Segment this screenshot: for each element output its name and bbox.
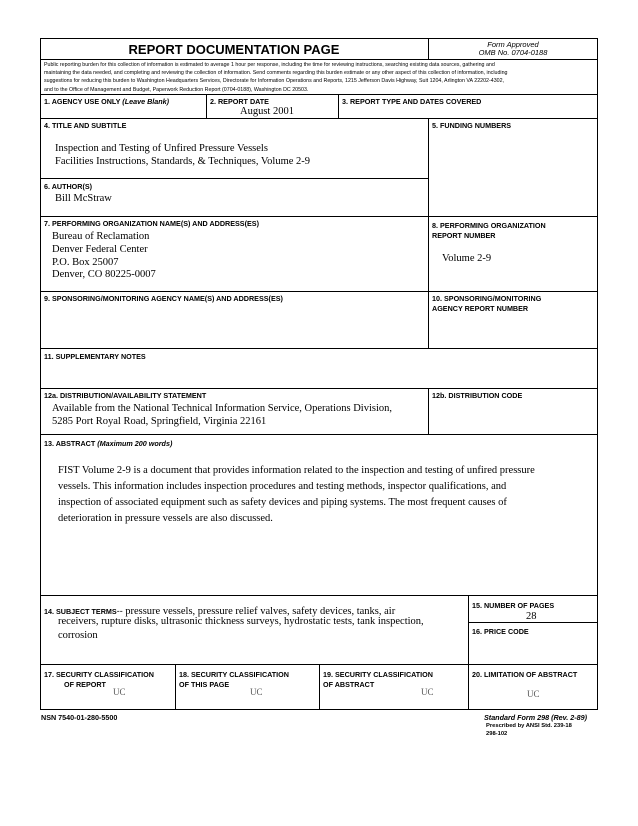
form-code: 298-102 xyxy=(486,731,508,737)
title-label: 4. TITLE AND SUBTITLE xyxy=(44,121,127,130)
distribution-line2: 5285 Port Royal Road, Springfield, Virginia 22161 xyxy=(52,416,267,427)
rule xyxy=(40,348,598,349)
subject-terms-line2: receivers, rupture disks, ultrasonic thickness surveys, hydrostatic tests, tank inspection, xyxy=(58,616,424,627)
report-date-value: August 2001 xyxy=(240,106,294,117)
rule xyxy=(40,94,598,95)
divider xyxy=(319,664,320,710)
performing-report-value: Volume 2-9 xyxy=(442,253,492,264)
title-line2: Facilities Instructions, Standards, & Techniques, Volume 2-9 xyxy=(55,156,311,167)
author-label: 6. AUTHOR(S) xyxy=(44,182,93,191)
rule xyxy=(40,595,598,596)
security-report-label-2: OF REPORT xyxy=(64,680,106,689)
supplementary-label: 11. SUPPLEMENTARY NOTES xyxy=(44,352,146,361)
performing-org-label: 7. PERFORMING ORGANIZATION NAME(S) AND ADDRESS(ES) xyxy=(44,219,259,228)
security-abstract-label-2: OF ABSTRACT xyxy=(323,680,375,689)
abstract-text xyxy=(58,463,535,527)
nsn-number: NSN 7540-01-280-5500 xyxy=(41,713,118,722)
abstract-line: FIST Volume 2-9 is a document that provides information related to the inspection and testing of unfired pressure xyxy=(58,465,535,476)
org-line: Denver Federal Center xyxy=(52,244,148,255)
distribution-code-label: 12b. DISTRIBUTION CODE xyxy=(432,391,523,400)
prescribed-by: Prescribed by ANSI Std. 239-18 xyxy=(486,723,572,729)
subject-terms-label: 14. SUBJECT TERMS xyxy=(44,607,117,616)
rule xyxy=(40,434,598,435)
price-label: 16. PRICE CODE xyxy=(472,627,529,636)
limitation-label: 20. LIMITATION OF ABSTRACT xyxy=(472,670,578,679)
security-abstract-value: UC xyxy=(421,687,434,697)
report-date-label: 2. REPORT DATE xyxy=(210,97,269,106)
agency-use-label: 1. AGENCY USE ONLY (Leave Blank) xyxy=(44,97,170,106)
subject-terms-text: pressure vessels, pressure relief valves, safety devices, tanks, air xyxy=(125,606,396,617)
divider xyxy=(428,388,429,434)
abstract-label: 13. ABSTRACT (Maximum 200 words) xyxy=(44,439,173,448)
rule xyxy=(40,216,598,217)
rule xyxy=(40,178,428,179)
standard-form: Standard Form 298 (Rev. 2-89) xyxy=(484,713,588,722)
report-type-label: 3. REPORT TYPE AND DATES COVERED xyxy=(342,97,482,106)
org-line: P.O. Box 25007 xyxy=(52,257,119,268)
burden-line: Public reporting burden for this collection of information is estimated to average 1 hour per response, including the time for reviewing instructions, searching existing data sources, gathering and xyxy=(44,62,495,68)
divider xyxy=(468,664,469,710)
title-line1: Inspection and Testing of Unfired Pressure Vessels xyxy=(55,143,268,154)
performing-report-label-2: REPORT NUMBER xyxy=(432,231,496,240)
limitation-value: UC xyxy=(527,689,540,699)
pages-value: 28 xyxy=(526,611,537,622)
abstract-line: inspection of associated equipment such as safety devices and piping systems. The most frequent causes of xyxy=(58,497,507,508)
header-rule xyxy=(40,59,598,60)
rule xyxy=(468,622,598,623)
burden-notice xyxy=(44,61,596,94)
org-line: Denver, CO 80225-0007 xyxy=(52,269,156,280)
pages-label: 15. NUMBER OF PAGES xyxy=(472,601,555,610)
distribution-line1: Available from the National Technical Information Service, Operations Division, xyxy=(52,403,393,414)
abstract-line: vessels. This information includes inspection procedures and testing methods, inspector qualifications, and xyxy=(58,481,507,492)
burden-line: suggestions for reducing this burden to Washington Headquarters Services, Directorate for Information Operations and Reports, 1215 Jefferson Davis Highway, Suit 1204, Arlington VA 22202-4302, xyxy=(44,78,505,85)
funding-label: 5. FUNDING NUMBERS xyxy=(432,121,512,130)
rule xyxy=(40,291,598,292)
abstract-line: deterioration in pressure vessels are also discussed. xyxy=(58,513,273,524)
burden-line: and to the Office of Management and Budget, Paperwork Reduction Report (0704-0188), Washington DC 20503. xyxy=(44,86,309,93)
sponsoring-label: 9. SPONSORING/MONITORING AGENCY NAME(S) AND ADDRESS(ES) xyxy=(44,294,283,303)
burden-line: maintaining the data needed, and completing and reviewing the collection of information. Send comments regarding this burden estimate or any other aspect of this collection of information, including xyxy=(44,70,508,77)
divider xyxy=(175,664,176,710)
security-report-label: 17. SECURITY CLASSIFICATION xyxy=(44,670,154,679)
page-title: REPORT DOCUMENTATION PAGE xyxy=(128,42,340,57)
divider xyxy=(206,94,207,118)
security-page-value: UC xyxy=(250,687,263,697)
sponsoring-report-label-2: AGENCY REPORT NUMBER xyxy=(432,304,529,313)
security-page-label: 18. SECURITY CLASSIFICATION xyxy=(179,670,289,679)
org-line: Bureau of Reclamation xyxy=(52,231,150,242)
omb-number: OMB No. 0704-0188 xyxy=(478,48,548,57)
performing-report-label: 8. PERFORMING ORGANIZATION xyxy=(432,221,546,230)
divider xyxy=(468,595,469,664)
right-column-divider xyxy=(428,118,429,348)
rule xyxy=(40,118,598,119)
security-abstract-label: 19. SECURITY CLASSIFICATION xyxy=(323,670,433,679)
sponsoring-report-label: 10. SPONSORING/MONITORING xyxy=(432,294,542,303)
security-page-label-2: OF THIS PAGE xyxy=(179,680,230,689)
author-value: Bill McStraw xyxy=(55,193,112,204)
subject-terms-line3: corrosion xyxy=(58,630,98,641)
distribution-label: 12a. DISTRIBUTION/AVAILABILITY STATEMENT xyxy=(44,391,207,400)
rule xyxy=(40,388,598,389)
form-approved: Form Approved xyxy=(487,40,539,49)
subject-terms-dash: -- xyxy=(116,606,126,616)
divider xyxy=(338,94,339,118)
security-report-value: UC xyxy=(113,687,126,697)
